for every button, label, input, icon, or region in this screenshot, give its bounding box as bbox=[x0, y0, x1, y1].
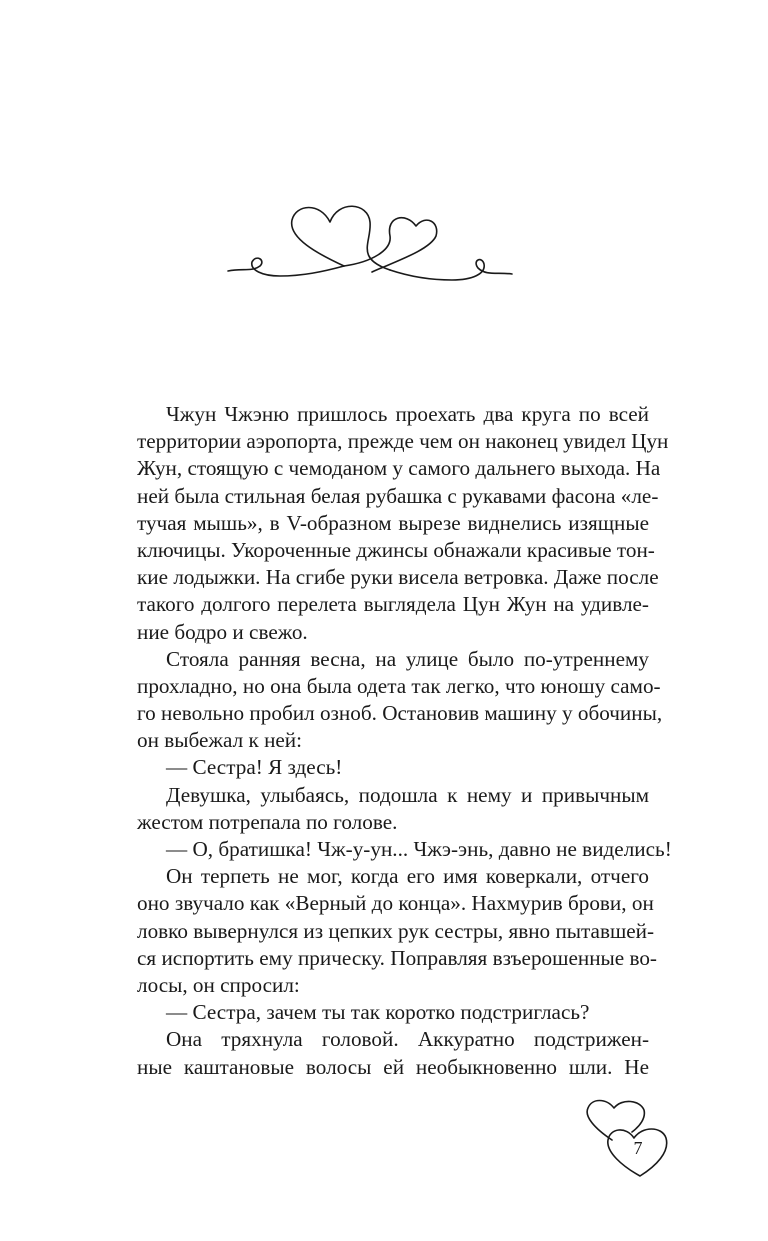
text-line: — Сестра! Я здесь! bbox=[166, 755, 343, 780]
text-line: ние бодро и свежо. bbox=[137, 619, 308, 644]
text-line: Жун, стоящую с чемоданом у самого дальнего выхода. На bbox=[137, 456, 661, 481]
text-line: — Сестра, зачем ты так коротко подстриглась? bbox=[166, 1000, 590, 1025]
text-line: ловко вывернулся из цепких рук сестры, явно пытавшей- bbox=[137, 918, 655, 943]
double-heart-swirl-icon bbox=[222, 196, 518, 296]
text-line: тучая мышь», в V-образном вырезе виднелись изящные bbox=[137, 510, 649, 535]
text-line: Чжун Чжэню пришлось проехать два круга по всей bbox=[166, 402, 649, 426]
text-line: территории аэропорта, прежде чем он наконец увидел Цун bbox=[137, 429, 669, 454]
text-line: кие лодыжки. На сгибе руки висела ветровка. Даже после bbox=[137, 565, 659, 590]
text-line: Стояла ранняя весна, на улице было по-утреннему bbox=[166, 646, 649, 671]
text-line: он выбежал к ней: bbox=[137, 728, 303, 753]
text-line: прохладно, но она была одета так легко, что юношу само- bbox=[137, 673, 661, 698]
text-line: такого долгого перелета выглядела Цун Жун на удивле- bbox=[137, 592, 649, 617]
text-line: жестом потрепала по голове. bbox=[137, 809, 398, 834]
text-line: Девушка, улыбаясь, подошла к нему и привычным bbox=[166, 782, 649, 807]
text-line: — О, братишка! Чж-у-ун... Чжэ-энь, давно не виделись! bbox=[166, 837, 672, 861]
text-line: Она тряхнула головой. Аккуратно подстрижен- bbox=[166, 1027, 649, 1052]
page-number: 7 bbox=[633, 1138, 643, 1158]
text-line: ся испортить ему прическу. Поправляя взъерошенные во- bbox=[137, 945, 657, 970]
text-line: Он терпеть не мог, когда его имя коверкали, отчего bbox=[166, 864, 649, 889]
text-line: оно звучало как «Верный до конца». Нахмурив брови, он bbox=[137, 891, 654, 916]
text-line: лосы, он спросил: bbox=[137, 972, 300, 997]
text-line: ные каштановые волосы ей необыкновенно шли. Не bbox=[137, 1054, 649, 1079]
text-line: ключицы. Укороченные джинсы обнажали красивые тон- bbox=[137, 537, 655, 562]
body-text bbox=[137, 401, 672, 1081]
text-line: го невольно пробил озноб. Остановив машину у обочины, bbox=[137, 701, 663, 726]
text-line: ней была стильная белая рубашка с рукавами фасона «ле- bbox=[137, 483, 659, 508]
